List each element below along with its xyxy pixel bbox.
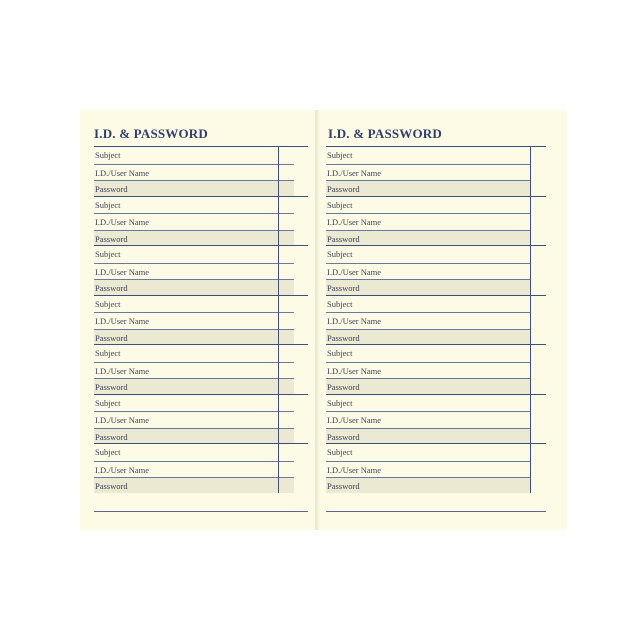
entry-checkbox[interactable] — [278, 443, 294, 493]
password-field[interactable]: Password — [326, 180, 530, 196]
page-title: I.D. & PASSWORD — [94, 126, 208, 141]
entry-block — [94, 146, 308, 196]
password-field[interactable]: Password — [94, 279, 294, 295]
subject-field[interactable]: Subject — [95, 249, 121, 259]
entry-checkbox[interactable] — [530, 295, 546, 345]
entry-block — [326, 146, 546, 196]
entry-block — [326, 443, 546, 493]
entry-checkbox[interactable] — [530, 146, 546, 196]
entry-block — [94, 443, 308, 493]
entry-checkbox[interactable] — [278, 344, 294, 394]
entry-checkbox[interactable] — [278, 196, 294, 246]
password-field[interactable]: Password — [94, 230, 294, 246]
password-field[interactable]: Password — [326, 378, 530, 394]
entry-list — [326, 146, 546, 493]
user-name-field[interactable]: I.D./User Name — [94, 164, 294, 180]
subject-field[interactable]: Subject — [95, 199, 121, 210]
user-name-field[interactable]: I.D./User Name — [94, 362, 294, 378]
user-name-field[interactable]: I.D./User Name — [94, 411, 294, 427]
subject-field[interactable]: Subject — [95, 150, 121, 160]
user-name-field[interactable]: I.D./User Name — [94, 263, 294, 279]
subject-field[interactable]: Subject — [327, 199, 353, 210]
subject-field[interactable]: Subject — [327, 447, 353, 457]
password-field[interactable]: Password — [326, 230, 530, 246]
entry-block — [94, 344, 308, 394]
user-name-field[interactable]: I.D./User Name — [326, 164, 530, 180]
user-name-field[interactable]: I.D./User Name — [326, 312, 530, 328]
password-field[interactable]: Password — [94, 180, 294, 196]
subject-field[interactable]: Subject — [327, 150, 353, 160]
user-name-field[interactable]: I.D./User Name — [94, 461, 294, 477]
subject-field[interactable]: Subject — [327, 397, 353, 408]
footer-line — [94, 511, 308, 512]
footer-line — [326, 511, 546, 512]
entry-checkbox[interactable] — [530, 443, 546, 493]
entry-checkbox[interactable] — [278, 146, 294, 196]
user-name-field[interactable]: I.D./User Name — [326, 461, 530, 477]
subject-field[interactable]: Subject — [327, 298, 353, 309]
entry-block — [94, 245, 308, 295]
entry-list — [94, 146, 308, 493]
password-field[interactable]: Password — [94, 329, 294, 345]
user-name-field[interactable]: I.D./User Name — [94, 213, 294, 229]
entry-checkbox[interactable] — [530, 196, 546, 246]
subject-field[interactable]: Subject — [95, 298, 121, 309]
left-page — [80, 110, 315, 530]
user-name-field[interactable]: I.D./User Name — [326, 362, 530, 378]
page-title: I.D. & PASSWORD — [328, 126, 442, 141]
entry-checkbox[interactable] — [278, 245, 294, 295]
entry-block — [326, 196, 546, 246]
user-name-field[interactable]: I.D./User Name — [326, 263, 530, 279]
entry-block — [94, 394, 308, 444]
entry-checkbox[interactable] — [530, 394, 546, 444]
user-name-field[interactable]: I.D./User Name — [94, 312, 294, 328]
entry-checkbox[interactable] — [530, 245, 546, 295]
subject-field[interactable]: Subject — [327, 348, 353, 358]
entry-block — [326, 344, 546, 394]
user-name-field[interactable]: I.D./User Name — [326, 411, 530, 427]
password-field[interactable]: Password — [326, 329, 530, 345]
entry-checkbox[interactable] — [530, 344, 546, 394]
password-field[interactable]: Password — [94, 428, 294, 444]
subject-field[interactable]: Subject — [95, 447, 121, 457]
password-field[interactable]: Password — [94, 378, 294, 394]
password-field[interactable]: Password — [326, 428, 530, 444]
subject-field[interactable]: Subject — [327, 249, 353, 259]
entry-block — [94, 196, 308, 246]
entry-block — [326, 295, 546, 345]
password-field[interactable]: Password — [326, 477, 530, 493]
right-page — [319, 110, 567, 530]
entry-block — [326, 245, 546, 295]
subject-field[interactable]: Subject — [95, 397, 121, 408]
entry-block — [326, 394, 546, 444]
subject-field[interactable]: Subject — [95, 348, 121, 358]
password-field[interactable]: Password — [326, 279, 530, 295]
entry-checkbox[interactable] — [278, 394, 294, 444]
entry-block — [94, 295, 308, 345]
password-field[interactable]: Password — [94, 477, 294, 493]
user-name-field[interactable]: I.D./User Name — [326, 213, 530, 229]
entry-checkbox[interactable] — [278, 295, 294, 345]
